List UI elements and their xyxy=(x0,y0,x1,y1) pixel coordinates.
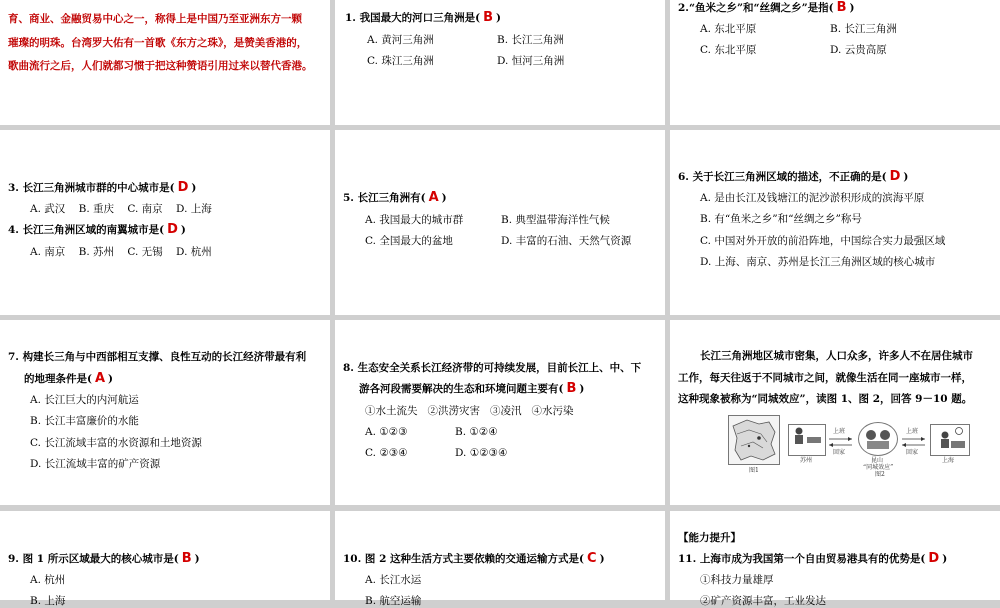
option-8b: B. ①②④ xyxy=(455,426,498,438)
question-1-text: 1. 我国最大的河口三角洲是( xyxy=(345,12,481,24)
question-10-close: ) xyxy=(599,553,605,565)
option-8a: A. ①②③ xyxy=(365,426,408,438)
option-6a: A. 是由长江及钱塘江的泥沙淤积形成的滨海平原 xyxy=(700,192,925,204)
option-7d: D. 长江流域丰富的矿产资源 xyxy=(30,458,161,470)
slide-question-1 xyxy=(335,0,665,125)
options-3: A. 武汉 B. 重庆 C. 南京 D. 上海 xyxy=(30,203,212,215)
arrow-icon xyxy=(828,436,854,448)
question-11-close: ) xyxy=(942,553,948,565)
person-icon xyxy=(789,425,825,447)
figure-2-suzhou-panel xyxy=(788,424,826,456)
question-1 xyxy=(345,11,501,25)
label-kunshan: 昆山 xyxy=(871,457,884,464)
question-1-close: ) xyxy=(496,12,501,24)
option-9b: B. 上海 xyxy=(30,595,66,607)
option-7c: C. 长江流域丰富的水资源和土地资源 xyxy=(30,437,202,449)
option-5a: A. 我国最大的城市群 xyxy=(365,214,464,226)
question-7-line-1: 7. 构建长三角与中西部相互支撑、良性互动的长江经济带最有利 xyxy=(8,351,307,363)
option-1d: D. 恒河三角洲 xyxy=(497,55,565,67)
figure-2-kunshan-panel xyxy=(858,422,898,456)
question-8-line-1: 8. 生态安全关系长江经济带的可持续发展，目前长江上、中、下 xyxy=(343,362,642,374)
question-8-text: 游各河段需要解决的生态和环境问题主要有( xyxy=(359,383,564,395)
question-9 xyxy=(8,552,200,566)
map-graphic xyxy=(729,416,779,464)
slide-question-8 xyxy=(335,320,665,505)
section-header: 【能力提升】 xyxy=(678,532,741,544)
answer-1: B xyxy=(483,10,494,25)
option-1c: C. 珠江三角洲 xyxy=(367,55,434,67)
option-2b: B. 长江三角洲 xyxy=(830,23,897,35)
option-6d: D. 上海、南京、苏州是长江三角洲区域的核心城市 xyxy=(700,256,936,268)
option-2a: A. 东北平原 xyxy=(700,23,757,35)
label-same-city-effect: “同城效应” xyxy=(863,464,894,471)
option-7a: A. 长江巨大的内河航运 xyxy=(30,394,139,406)
label-shanghai: 上海 xyxy=(942,457,955,464)
question-2-text: 2.“鱼米之乡”和“丝绸之乡”是指( xyxy=(678,2,834,14)
question-3-close: ) xyxy=(191,182,197,194)
reading-9-line-3: 这种现象被称为“同城效应”，读图 1、图 2，回答 9－10 题。 xyxy=(678,393,973,405)
options-4: A. 南京 B. 苏州 C. 无锡 D. 杭州 xyxy=(30,246,212,258)
label-go-to-work-2: 上班 xyxy=(906,428,919,435)
reading-9-line-2: 工作，每天往返于不同城市之间，就像生活在同一座城市一样， xyxy=(678,372,972,384)
question-4 xyxy=(8,223,186,237)
question-3 xyxy=(8,181,196,195)
question-4-text: 4. 长江三角洲区域的南翼城市是( xyxy=(8,224,165,236)
question-8-close: ) xyxy=(579,383,585,395)
question-8-items: ①水土流失 ②洪涝灾害 ③凌汛 ④水污染 xyxy=(365,405,574,417)
slide-question-9 xyxy=(0,511,330,607)
question-2 xyxy=(678,1,854,15)
answer-11: D xyxy=(928,551,940,566)
option-1b: B. 长江三角洲 xyxy=(497,34,564,46)
question-6-close: ) xyxy=(903,171,909,183)
option-6b: B. 有“鱼米之乡”和“丝绸之乡”称号 xyxy=(700,213,862,225)
item-11-1: ①科技力量雄厚 xyxy=(700,574,774,586)
answer-10: C xyxy=(587,551,597,566)
reading-line-1: 育、商业、金融贸易中心之一，称得上是中国乃至亚洲东方一颗 xyxy=(8,13,302,25)
option-5d: D. 丰富的石油、天然气资源 xyxy=(501,235,632,247)
answer-2: B xyxy=(836,0,847,15)
slide-question-5 xyxy=(335,130,665,315)
question-5 xyxy=(343,191,447,205)
figure-1-map xyxy=(728,415,780,465)
slide-question-6 xyxy=(670,130,1000,315)
arrow-icon xyxy=(901,436,927,448)
answer-4: D xyxy=(167,222,178,237)
question-5-text: 5. 长江三角洲有( xyxy=(343,192,426,204)
reading-line-2: 璀璨的明珠。台湾罗大佑有一首歌《东方之珠》，是赞美香港的， xyxy=(8,37,308,49)
family-icon xyxy=(859,423,897,455)
label-go-home-1: 回家 xyxy=(833,449,846,456)
item-11-2: ②矿产资源丰富，工业发达 xyxy=(700,595,826,607)
answer-3: D xyxy=(177,180,189,195)
slide-same-city-effect xyxy=(670,320,1000,505)
question-9-close: ) xyxy=(194,553,200,565)
question-8-line-2 xyxy=(359,382,584,396)
answer-7: A xyxy=(94,371,106,386)
option-8d: D. ①②③④ xyxy=(455,447,508,459)
slide-questions-3-4 xyxy=(0,130,330,315)
question-9-text: 9. 图 1 所示区域最大的核心城市是( xyxy=(8,553,179,565)
question-6-text: 6. 关于长江三角洲区域的描述，不正确的是( xyxy=(678,171,887,183)
question-7-text: 的地理条件是( xyxy=(24,373,92,385)
option-2c: C. 东北平原 xyxy=(700,44,757,56)
figure-1-caption: 图1 xyxy=(749,467,759,474)
label-suzhou: 苏州 xyxy=(800,457,813,464)
question-3-text: 3. 长江三角洲城市群的中心城市是( xyxy=(8,182,175,194)
label-go-home-2: 回家 xyxy=(906,449,919,456)
label-go-to-work-1: 上班 xyxy=(833,428,846,435)
option-5b: B. 典型温带海洋性气候 xyxy=(501,214,610,226)
option-5c: C. 全国最大的盆地 xyxy=(365,235,453,247)
question-7-close: ) xyxy=(108,373,113,385)
question-7-line-2 xyxy=(24,372,113,386)
slide-question-7 xyxy=(0,320,330,505)
question-5-close: ) xyxy=(441,192,447,204)
question-11-text: 11. 上海市成为我国第一个自由贸易港具有的优势是( xyxy=(678,553,926,565)
option-6c: C. 中国对外开放的前沿阵地，中国综合实力最强区域 xyxy=(700,235,946,247)
answer-8: B xyxy=(566,381,577,396)
option-1a: A. 黄河三角洲 xyxy=(367,34,434,46)
figure-2-shanghai-panel xyxy=(930,424,970,456)
option-10a: A. 长江水运 xyxy=(365,574,422,586)
option-7b: B. 长江丰富廉价的水能 xyxy=(30,415,139,427)
answer-9: B xyxy=(181,551,192,566)
question-2-close: ) xyxy=(849,2,855,14)
slide-hong-kong-reading xyxy=(0,0,330,125)
answer-6: D xyxy=(889,169,901,184)
figure-2-caption: 图2 xyxy=(875,471,885,478)
question-6 xyxy=(678,170,908,184)
question-10-text: 10. 图 2 这种生活方式主要依赖的交通运输方式是( xyxy=(343,553,585,565)
question-4-close: ) xyxy=(180,224,186,236)
office-worker-icon xyxy=(931,425,969,455)
reading-line-3: 歌曲流行之后，人们就都习惯于把这种赞语引用过来以替代香港。 xyxy=(8,60,313,72)
option-8c: C. ②③④ xyxy=(365,447,408,459)
question-11 xyxy=(678,552,947,566)
question-10 xyxy=(343,552,605,566)
option-9a: A. 杭州 xyxy=(30,574,66,586)
option-2d: D. 云贵高原 xyxy=(830,44,887,56)
slide-question-10 xyxy=(335,511,665,607)
slide-question-11 xyxy=(670,511,1000,607)
reading-9-line-1: 长江三角洲地区城市密集，人口众多，许多人不在居住城市 xyxy=(700,350,973,362)
slide-question-2 xyxy=(670,0,1000,125)
answer-5: A xyxy=(428,190,439,205)
option-10b: B. 航空运输 xyxy=(365,595,422,607)
